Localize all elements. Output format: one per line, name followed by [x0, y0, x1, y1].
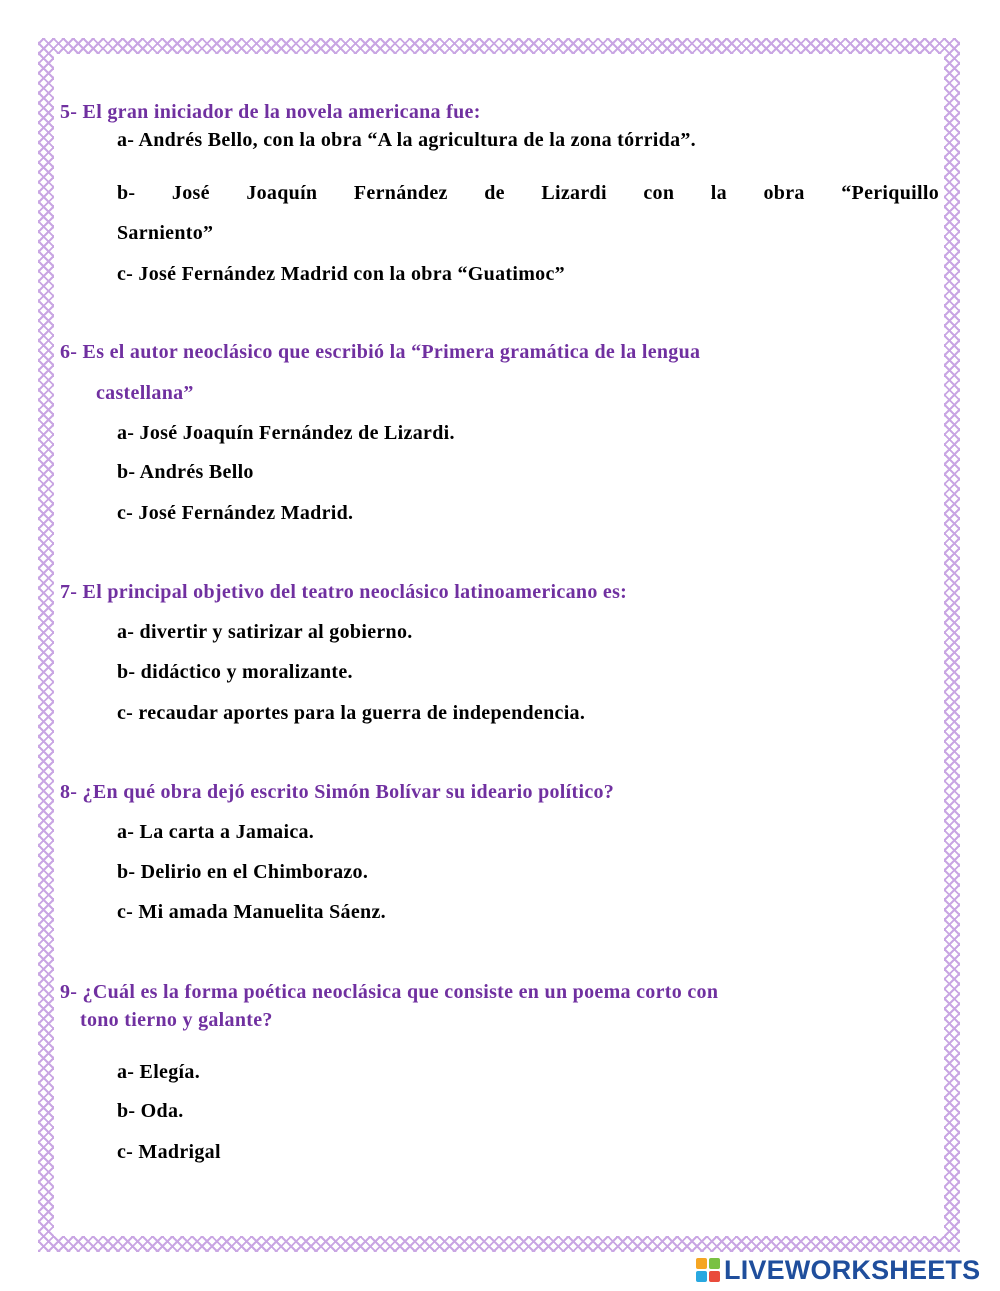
question-8: 8- ¿En qué obra dejó escrito Simón Bolívar su ideario político?	[60, 781, 615, 803]
question-8-option-c: c- Mi amada Manuelita Sáenz.	[117, 901, 386, 923]
logo-text: LIVEWORKSHEETS	[724, 1254, 981, 1285]
question-6: 6- Es el autor neoclásico que escribió la “Primera gramática de la lengua	[60, 341, 701, 363]
question-7: 7- El principal objetivo del teatro neoclásico latinoamericano es:	[60, 581, 628, 603]
question-5-option-b-continued: Sarniento”	[117, 222, 214, 244]
question-8-option-b: b- Delirio en el Chimborazo.	[117, 861, 369, 883]
question-5: 5- El gran iniciador de la novela americana fue:	[60, 101, 481, 123]
liveworksheets-logo-icon	[696, 1258, 720, 1282]
question-7-option-b: b- didáctico y moralizante.	[117, 661, 353, 683]
question-9-option-b: b- Oda.	[117, 1100, 184, 1122]
question-6-option-a: a- José Joaquín Fernández de Lizardi.	[117, 422, 455, 444]
question-9: 9- ¿Cuál es la forma poética neoclásica que consiste en un poema corto con	[60, 981, 719, 1003]
question-7-option-a: a- divertir y satirizar al gobierno.	[117, 621, 413, 643]
question-5-option-a: a- Andrés Bello, con la obra “A la agricultura de la zona tórrida”.	[117, 129, 696, 151]
question-8-option-a: a- La carta a Jamaica.	[117, 821, 315, 843]
question-7-option-c: c- recaudar aportes para la guerra de independencia.	[117, 702, 586, 724]
question-5-option-b: b- José Joaquín Fernández de Lizardi con la obra “Periquillo	[117, 182, 939, 204]
liveworksheets-logo[interactable]	[696, 1256, 980, 1284]
question-9-option-c: c- Madrigal	[117, 1141, 221, 1163]
question-9-continued: tono tierno y galante?	[80, 1009, 273, 1031]
question-5-option-c: c- José Fernández Madrid con la obra “Guatimoc”	[117, 263, 565, 285]
question-9-option-a: a- Elegía.	[117, 1061, 200, 1083]
question-6-option-c: c- José Fernández Madrid.	[117, 502, 354, 524]
question-6-option-b: b- Andrés Bello	[117, 461, 254, 483]
question-6-continued: castellana”	[96, 382, 194, 404]
